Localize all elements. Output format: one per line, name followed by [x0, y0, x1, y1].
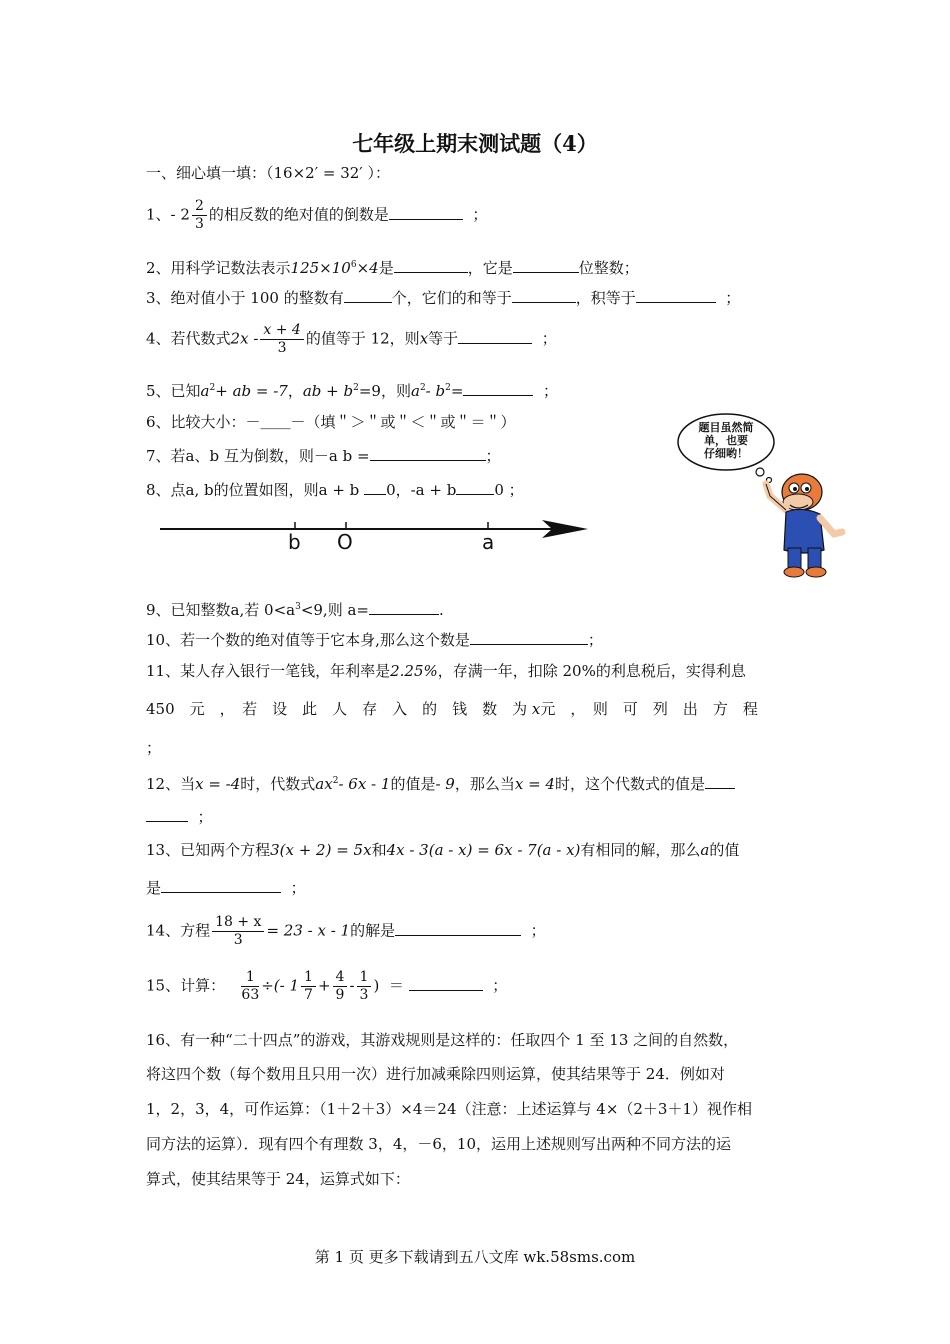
point-b-label: b — [288, 530, 301, 554]
question-13-line-2: 是 ； — [146, 879, 306, 897]
question-11-line-2: 450 元 ， 若 设 此 人 存 入 的 钱 数 为 x元 ， 则 可 列 出 方 程 — [146, 700, 758, 718]
question-10: 10、若一个数的绝对值等于它本身,那么这个数是 ； — [146, 631, 603, 649]
fraction: $\frac{2}{3}$ — [192, 198, 207, 233]
section-heading: 一、细心填一填：（16×2′ = 32′ ）： — [146, 164, 390, 182]
fraction: $\frac{1}{63}$ — [241, 969, 260, 1003]
question-5: 5、已知$a^2+$ ab = -7，ab + $b^2=9$，则$a^2-$ $b^2=$ ； — [146, 382, 558, 400]
answer-blank[interactable] — [409, 976, 483, 991]
question-7: 7、若a、b 互为倒数，则－a b = ； — [146, 447, 501, 465]
answer-blank[interactable] — [705, 774, 735, 789]
fraction: $\frac{1}{3}$ — [357, 969, 372, 1004]
question-16-line-3: 1，2，3，4，可作运算：（1＋2＋3）×4＝24（注意：上述运算与 4×（2＋3＋1）视作相 — [146, 1100, 753, 1118]
question-8: 8、点a, b的位置如图，则a + b 0，-a + b 0 ； — [146, 481, 524, 499]
answer-blank[interactable] — [146, 807, 188, 822]
answer-blank[interactable] — [470, 630, 588, 645]
answer-blank[interactable] — [463, 381, 533, 396]
answer-blank[interactable] — [369, 600, 439, 615]
answer-blank[interactable] — [636, 288, 716, 303]
question-16-line-4: 同方法的运算）．现有四个有理数 3，4，－6，10，运用上述规则写出两种不同方法的运 — [146, 1135, 731, 1153]
answer-blank[interactable] — [389, 205, 463, 220]
answer-blank[interactable] — [456, 480, 494, 495]
question-12-line-1: 12、当x = -4时，代数式$ax^2-$ 6x - 1的值是- 9，那么当x = 4时，这个代数式的值是 — [146, 771, 735, 794]
answer-blank[interactable] — [370, 446, 486, 461]
question-6: 6、比较大小：－＿＿－（填＂＞＂或＂＜＂或＂＝＂） — [146, 413, 516, 431]
number-line — [150, 512, 600, 556]
fraction: $\frac{4}{9}$ — [333, 969, 348, 1004]
answer-blank[interactable] — [161, 878, 281, 893]
answer-blank[interactable] — [395, 921, 521, 936]
question-14: 14、方程 $\frac{18 + x}{3}$ = 23 - x - 1的解是 ； — [146, 914, 546, 948]
question-15: 15、计算： $\frac{1}{63}$ ÷(- 1 $\frac{1}{7}$ + $\frac{4}{9}$ - $\frac{1}{3}$ ) ＝ ； — [146, 969, 508, 1003]
answer-blank[interactable] — [344, 288, 392, 303]
question-11-line-1: 11、某人存入银行一笔钱，年利率是2.25%，存满一年，扣除 20%的利息税后，实得利息 — [146, 662, 746, 680]
question-2: 2、用科学记数法表示$125\times 10^6\times 4$是 ，它是 位整数； — [146, 259, 639, 277]
question-9: 9、已知整数a,若 $0<a^3<9$,则 a= . — [146, 601, 444, 619]
fraction: $\frac{18 + x}{3}$ — [212, 914, 264, 949]
fraction: $\frac{1}{7}$ — [301, 969, 316, 1004]
question-16-line-1: 16、有一种“二十四点”的游戏，其游戏规则是这样的：任取四个 1 至 13 之间的自然数， — [146, 1031, 739, 1049]
answer-blank[interactable] — [458, 329, 532, 344]
question-16-line-5: 算式，使其结果等于 24，运算式如下： — [146, 1170, 410, 1188]
point-a-label: a — [482, 530, 495, 554]
speech-bubble-text: 题目虽然简 单，也要 仔细哟！ — [698, 421, 754, 460]
question-3: 3、绝对值小于 100 的整数有 个，它们的和等于 ，积等于 ； — [146, 289, 741, 307]
question-11-line-3: ； — [146, 739, 162, 757]
answer-blank[interactable] — [513, 258, 579, 273]
question-16-line-2: 将这四个数（每个数用且只用一次）进行加减乘除四则运算，使其结果等于 24．例如对 — [146, 1065, 725, 1083]
page-title: 七年级上期末测试题（4） — [352, 131, 598, 156]
fraction: $\frac{x + 4}{3}$ — [260, 322, 303, 357]
question-12-line-2: ； — [146, 807, 213, 827]
origin-label: O — [337, 530, 353, 554]
question-1: 1、- 2 $\frac{2}{3}$ 的相反数的绝对值的倒数是 ； — [146, 198, 488, 232]
page-footer: 第 1 页 更多下载请到五八文库 wk.58sms.com — [314, 1248, 636, 1266]
question-4: 4、若代数式2x - $\frac{x + 4}{3}$ 的值等于 12，则x等于 ； — [146, 322, 557, 356]
question-13-line-1: 13、已知两个方程3(x + 2) = 5x和4x - 3(a - x) = 6x - 7(a - x)有相同的解，那么a的值 — [146, 841, 740, 859]
answer-blank[interactable] — [364, 480, 386, 495]
answer-blank[interactable] — [512, 288, 576, 303]
answer-blank[interactable] — [394, 258, 468, 273]
